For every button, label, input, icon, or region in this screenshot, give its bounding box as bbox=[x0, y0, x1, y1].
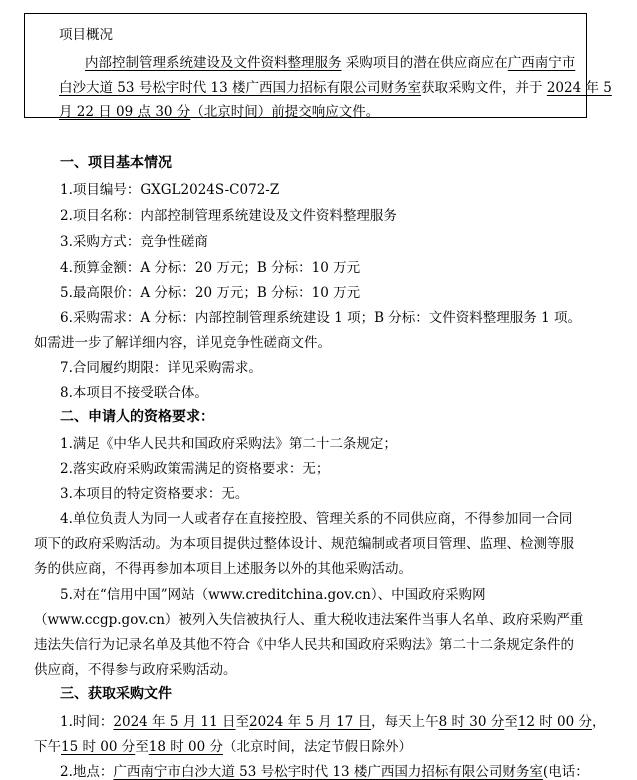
section1-item: 7.合同履约期限：详见采购需求。 bbox=[60, 360, 262, 376]
overview-line-3 bbox=[59, 100, 379, 120]
overview-title: 项目概况 bbox=[59, 27, 113, 43]
section2-item: （www.ccgp.gov.cn）被列入失信被执行人、重大税收违法案件当事人名单、政府采购严重 bbox=[34, 612, 584, 628]
section2-item: 5.对在“信用中国”网站（www.creditchina.gov.cn）、中国政府采购网 bbox=[60, 587, 486, 603]
overview-line-1 bbox=[59, 51, 575, 71]
section1-heading: 一、项目基本情况 bbox=[60, 155, 172, 171]
section1-item: 6.采购需求：A 分标：内部控制管理系统建设 1 项；B 分标：文件资料整理服务 1 项。 bbox=[60, 310, 581, 326]
section2-item: 供应商，不得参与政府采购活动。 bbox=[34, 662, 237, 678]
section3-time-line bbox=[60, 710, 605, 730]
section3-heading: 三、获取采购文件 bbox=[60, 686, 172, 702]
section2-item: 项下的政府采购活动。为本项目提供过整体设计、规范编制或者项目管理、监理、检测等服 bbox=[34, 536, 574, 552]
section1-item: 如需进一步了解详细内容，详见竞争性磋商文件。 bbox=[34, 335, 331, 351]
place-suffix: (电话： bbox=[542, 764, 589, 780]
section3-place-line bbox=[60, 760, 589, 780]
place-value: 广西南宁市白沙大道 53 号松宇时代 13 楼广西国力招标有限公司财务室 bbox=[113, 764, 543, 780]
section1-item: 4.预算金额：A 分标：20 万元；B 分标：10 万元 bbox=[60, 260, 361, 276]
section2-item: 4.单位负责人为同一人或者存在直接控股、管理关系的不同供应商，不得参加同一合同 bbox=[60, 511, 573, 527]
place-prefix: 2.地点： bbox=[60, 764, 114, 780]
time-to: 至 bbox=[235, 714, 249, 730]
time-prefix: 1.时间： bbox=[60, 714, 114, 730]
overview-deadline-part1: 2024 年 5 bbox=[546, 80, 612, 96]
section1-item: 2.项目名称：内部控制管理系统建设及文件资料整理服务 bbox=[60, 208, 397, 224]
section2-item: 违法失信行为记录名单及其他不符合《中华人民共和国政府采购法》第二十二条规定条件的 bbox=[34, 637, 574, 653]
overview-deadline-part2: 月 22 日 09 点 30 分 bbox=[59, 104, 191, 120]
overview-project-name: 内部控制管理系统建设及文件资料整理服务 bbox=[85, 55, 342, 71]
time-suffix: （北京时间，法定节假日除外） bbox=[222, 739, 412, 755]
time-to: 至 bbox=[135, 739, 149, 755]
section3-time-line-2 bbox=[34, 735, 412, 755]
overview-text: 采购项目的潜在供应商应在 bbox=[341, 55, 508, 71]
section1-item: 3.采购方式：竞争性磋商 bbox=[60, 234, 208, 250]
time-pm-end: 18 时 00 分 bbox=[148, 739, 223, 755]
section2-item: 务的供应商，不得再参加本项目上述服务以外的其他采购活动。 bbox=[34, 561, 412, 577]
time-am-end: 12 时 00 分 bbox=[517, 714, 592, 730]
section2-item: 3.本项目的特定资格要求：无。 bbox=[60, 486, 249, 502]
time-end-date: 2024 年 5 月 17 日 bbox=[248, 714, 372, 730]
section1-item: 1.项目编号：GXGL2024S-C072-Z bbox=[60, 182, 280, 198]
time-text: ，每天上午 bbox=[371, 714, 439, 730]
overview-line-2 bbox=[59, 76, 612, 96]
time-comma: ， bbox=[591, 714, 606, 730]
time-to: 至 bbox=[504, 714, 518, 730]
project-overview-box bbox=[24, 13, 612, 120]
time-am-start: 8 时 30 分 bbox=[438, 714, 505, 730]
overview-place-part1: 广西南宁市 bbox=[507, 55, 576, 71]
time-pm-prefix: 下午 bbox=[34, 739, 61, 755]
time-pm-start: 15 时 00 分 bbox=[61, 739, 136, 755]
section1-item: 8.本项目不接受联合体。 bbox=[60, 385, 208, 401]
time-start-date: 2024 年 5 月 11 日 bbox=[113, 714, 236, 730]
overview-place-part2: 白沙大道 53 号松宇时代 13 楼广西国力招标有限公司财务室 bbox=[59, 80, 422, 96]
section2-heading: 二、申请人的资格要求： bbox=[60, 409, 214, 425]
overview-text: 获取采购文件，并于 bbox=[421, 80, 547, 96]
section2-item: 1.满足《中华人民共和国政府采购法》第二十二条规定； bbox=[60, 436, 397, 452]
section1-item: 5.最高限价：A 分标：20 万元；B 分标：10 万元 bbox=[60, 285, 361, 301]
section2-item: 2.落实政府采购政策需满足的资格要求：无； bbox=[60, 461, 330, 477]
overview-text: （北京时间）前提交响应文件。 bbox=[190, 104, 380, 120]
